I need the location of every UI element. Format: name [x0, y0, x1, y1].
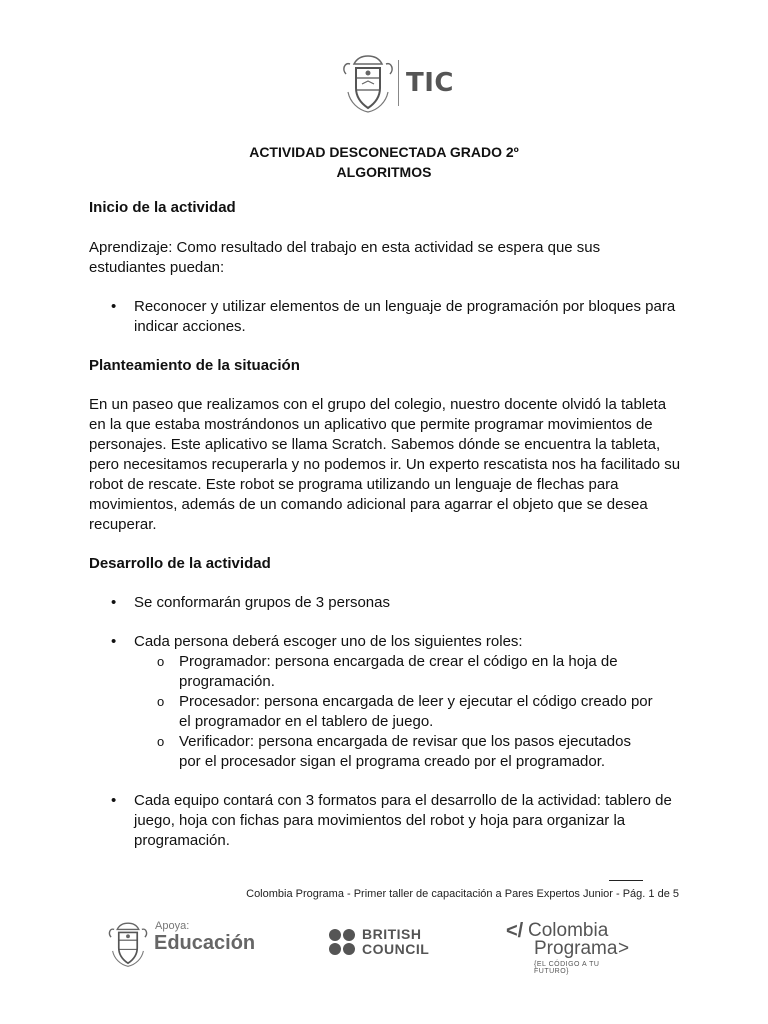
list-item-text: Cada persona deberá escoger uno de los siguientes roles: [134, 633, 523, 650]
educacion-label: Educación [154, 932, 256, 954]
section-heading-desarrollo: Desarrollo de la actividad [89, 555, 271, 572]
document-title [0, 142, 768, 182]
logo-divider [398, 60, 399, 106]
coat-of-arms-icon [342, 52, 394, 114]
list-item-text: Cada equipo contará con 3 formatos para el desarrollo de la actividad: tablero de juego, hoja con fichas para movimientos del robot y hoja para organizar la programación. [134, 792, 672, 849]
header-logo [342, 52, 462, 114]
code-bracket-icon: </ [506, 920, 524, 942]
list-item [89, 593, 689, 613]
spacer [89, 613, 689, 632]
bullet-icon: • [111, 792, 117, 809]
british-label: BRITISH [362, 926, 422, 942]
roles-list [89, 652, 654, 772]
list-item [89, 791, 689, 851]
footer-rule [609, 880, 643, 881]
list-item-text: Reconocer y utilizar elementos de un lenguaje de programación por bloques para indicar acciones. [134, 298, 676, 335]
british-council-dots-icon [328, 928, 356, 956]
aprendizaje-paragraph: Aprendizaje: Como resultado del trabajo en esta actividad se espera que sus estudiantes puedan: [89, 239, 601, 276]
section-heading-inicio: Inicio de la actividad [89, 199, 236, 216]
educacion-logo [108, 920, 268, 972]
planteamiento-paragraph: En un paseo que realizamos con el grupo del colegio, nuestro docente olvidó la tableta en la que estaba mostrándonos un aplicativo que permite programar movimientos de personajes. Este aplicativo se llama Scratch. Sabemos dónde se encuentra la tableta, pero necesitamos recuperarla y no podemos ir. Un experto rescatista nos ha facilitado su robot de rescate. Este robot se programa utilizando un lenguaje de flechas para movimientos, además de un comando adicional para agarrar el objeto que se desea recuperar. [89, 396, 681, 533]
sub-bullet-icon: o [157, 734, 165, 749]
role-item [89, 692, 654, 732]
bullet-icon: • [111, 298, 117, 315]
aprendizaje-list [89, 297, 689, 337]
list-item [89, 297, 689, 337]
footer-caption: Colombia Programa - Primer taller de capacitación a Pares Expertos Junior - Pág. 1 de 5 [246, 888, 679, 900]
coat-of-arms-icon [108, 920, 148, 968]
list-item [89, 632, 689, 772]
section-heading-planteamiento: Planteamiento de la situación [89, 357, 300, 374]
title-line-1: ACTIVIDAD DESCONECTADA GRADO 2º [249, 144, 519, 160]
role-item [89, 652, 654, 692]
title-line-2: ALGORITMOS [336, 164, 432, 180]
tic-logo-text: TIC [406, 68, 454, 98]
footer-logos [0, 912, 768, 975]
role-text: Verificador: persona encargada de revisar que los pasos ejecutados por el procesador sigan el programa creado por el programador. [179, 733, 631, 770]
apoya-label: Apoya: [155, 920, 190, 932]
sub-bullet-icon: o [157, 694, 165, 709]
sub-bullet-icon: o [157, 654, 165, 669]
british-council-logo [328, 926, 438, 966]
council-label: COUNCIL [362, 941, 430, 957]
document-body [89, 198, 689, 851]
chevron-right-icon: > [618, 938, 630, 959]
role-text: Programador: persona encargada de crear el código en la hoja de programación. [179, 653, 618, 690]
spacer [89, 772, 689, 791]
programa-label: Programa [534, 938, 618, 959]
desarrollo-list [89, 593, 689, 851]
bullet-icon: • [111, 633, 117, 650]
role-item [89, 732, 654, 772]
colombia-label: Colombia [528, 920, 609, 941]
role-text: Procesador: persona encargada de leer y ejecutar el código creado por el programador en el tablero de juego. [179, 693, 653, 730]
tagline-label: {EL CÓDIGO A TU FUTURO} [534, 961, 600, 975]
list-item-text: Se conformarán grupos de 3 personas [134, 594, 390, 611]
colombia-programa-logo [506, 918, 636, 974]
bullet-icon: • [111, 594, 117, 611]
